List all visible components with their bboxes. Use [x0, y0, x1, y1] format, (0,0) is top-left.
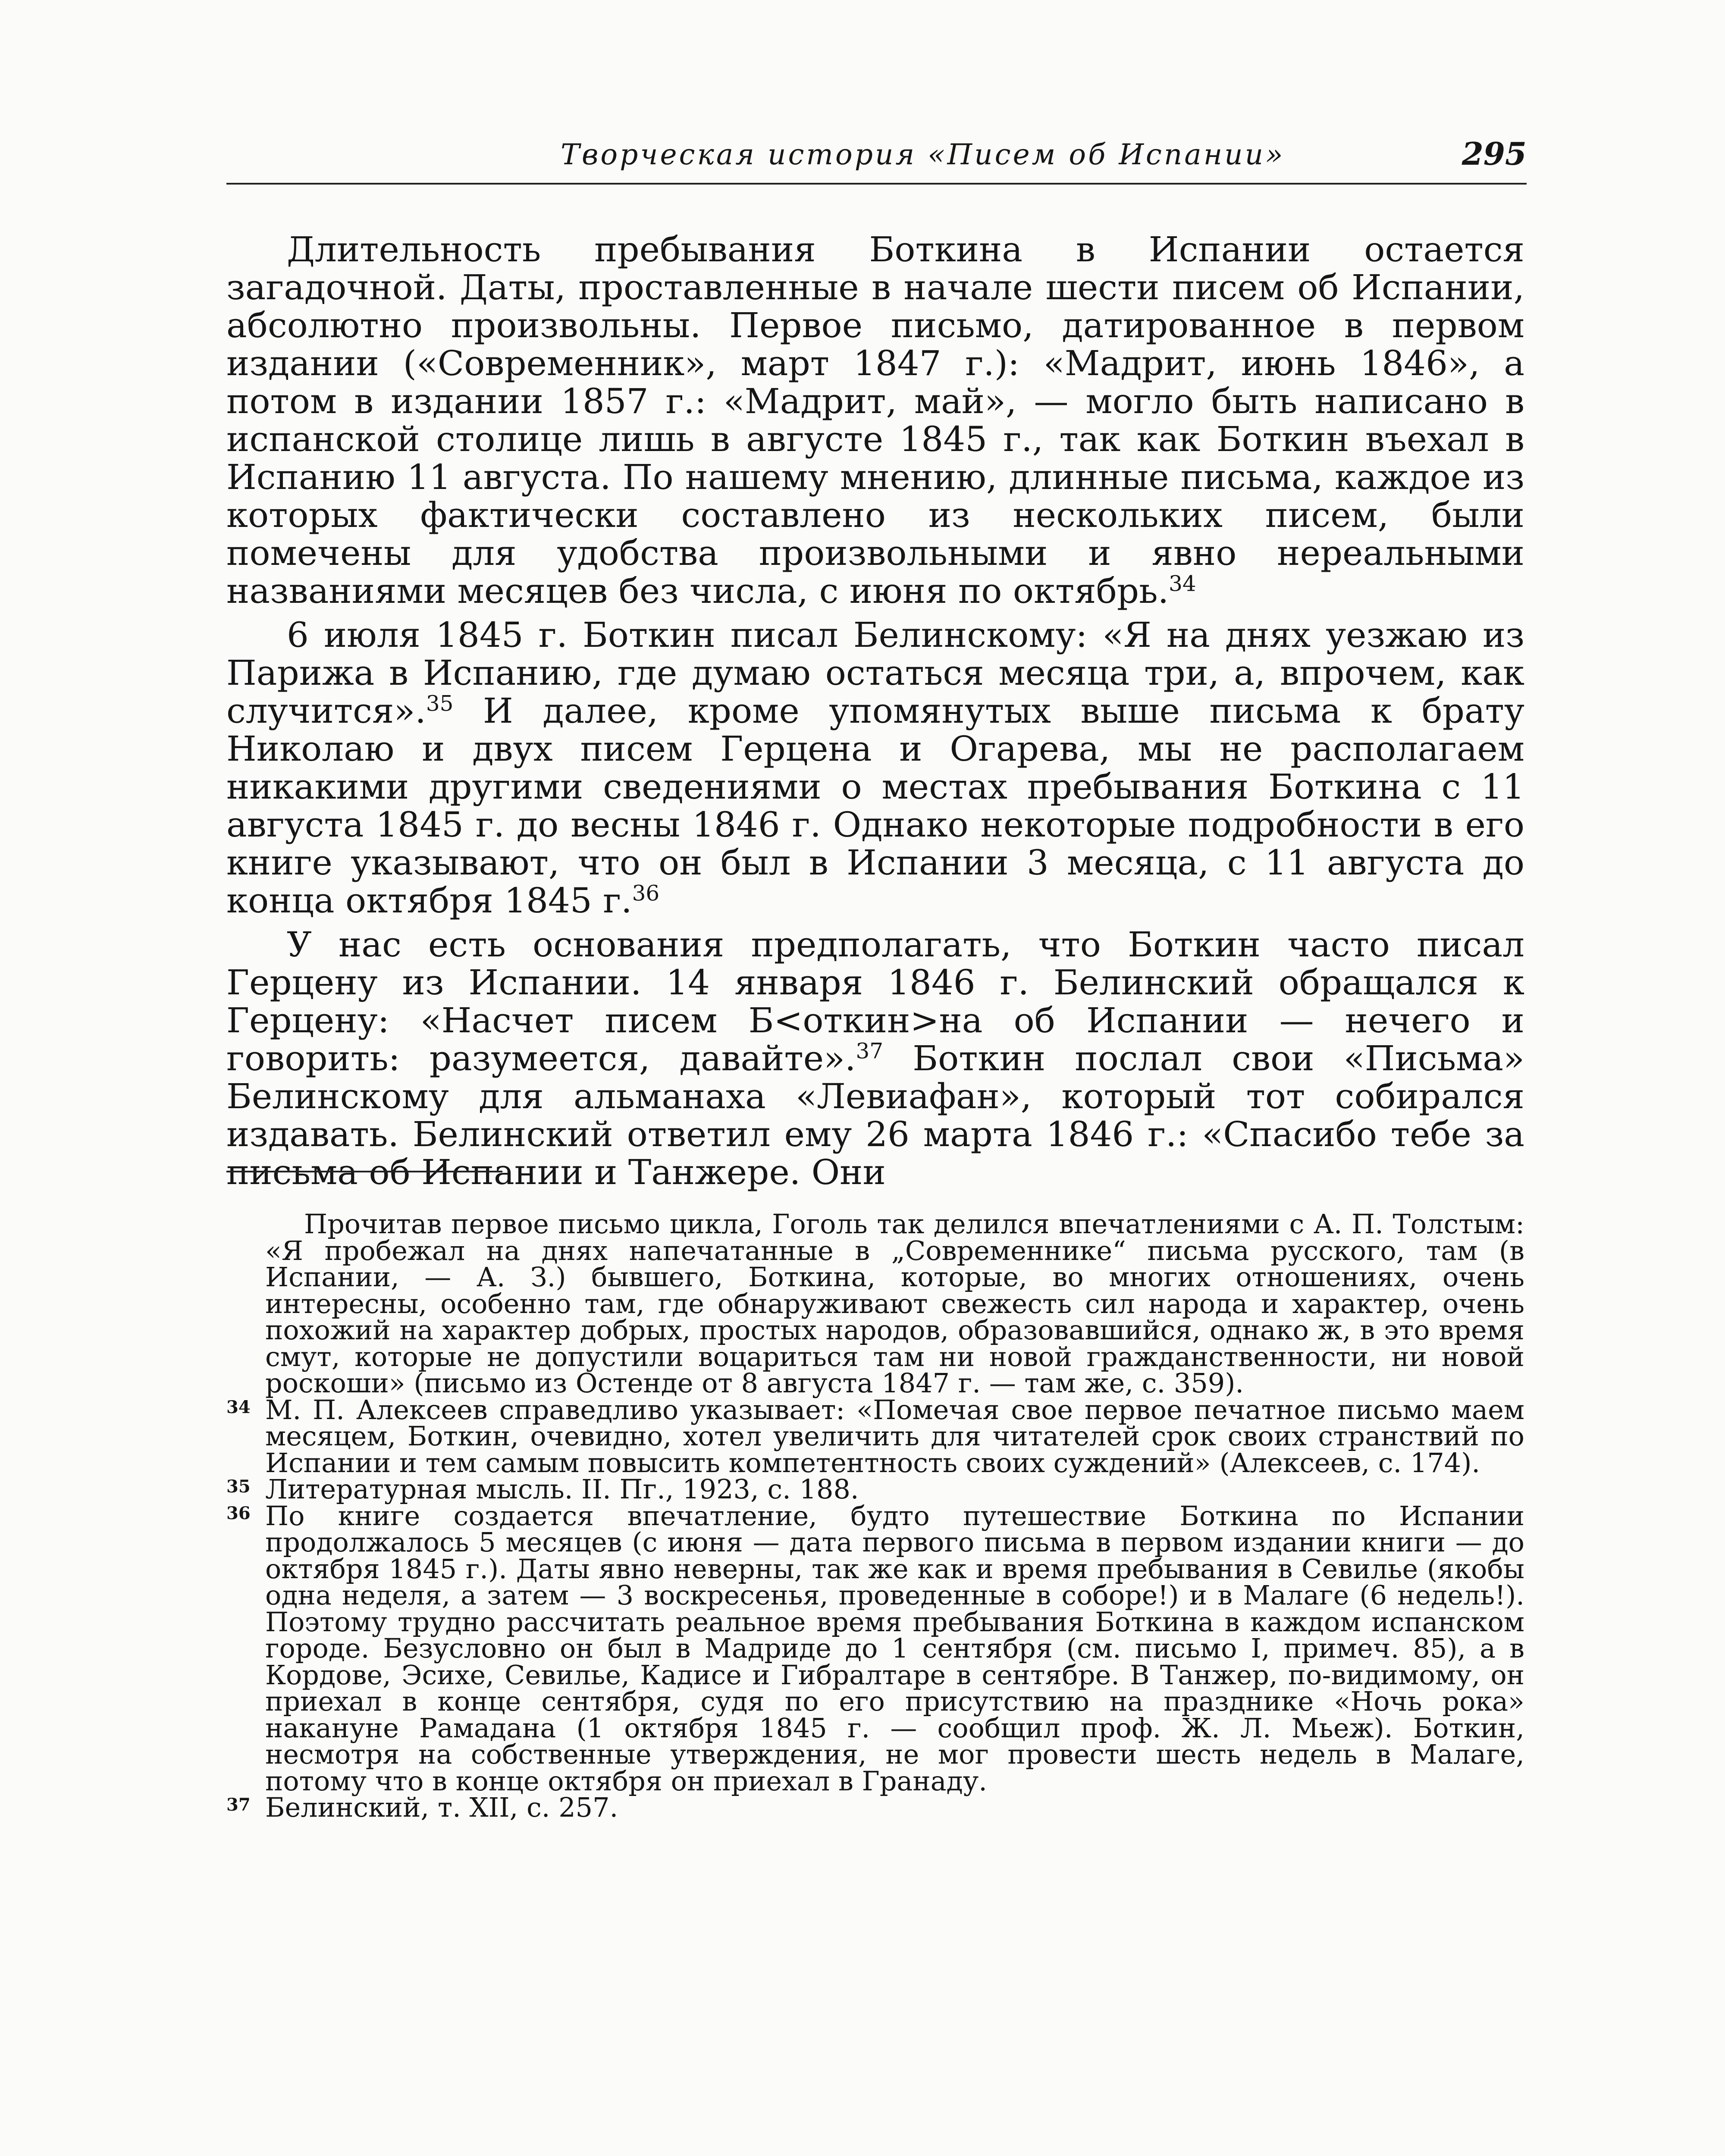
- footnote-text: М. П. Алексеев справедливо указывает: «Помечая свое первое печатное письмо маем месяцем, Боткин, очевидно, хотел увеличить для читателей срок своих странствий по Испании и тем самым повысить компетентность своих суждений» (Алексеев, с. 174).: [265, 1394, 1524, 1479]
- header-rule: [226, 183, 1527, 185]
- paragraph-2: [226, 616, 1524, 920]
- page-number: 295: [1462, 135, 1527, 172]
- paragraph-1: [226, 231, 1524, 610]
- footnote-continuation: Прочитав первое письмо цикла, Гоголь так делился впечатлениями с А. П. Толстым: «Я пробежал на днях напечатанные в „Современнике“ письма русского, там (в Испании, — А. З.) бывшего, Боткина, которые, во многих отношениях, очень интересны, особенно там, где обнаруживают свежесть сил народа и характер, очень похожий на характер добрых, простых народов, образовавшийся, однако ж, в это время смут, которые не допустили воцариться там ни новой гражданственности, ни новой роскоши» (письмо из Остенде от 8 августа 1847 г. — там же, с. 359).: [265, 1208, 1524, 1399]
- footnote-ref: 35: [426, 691, 454, 716]
- paragraph-text: И далее, кроме упомянутых выше письма к брату Николаю и двух писем Герцена и Огарева, мы не располагаем никакими другими сведениями о местах пребывания Боткина с 11 августа 1845 г. до весны 1846 г. Однако некоторые подробности в его книге указывают, что он был в Испании 3 месяца, с 11 августа до конца октября 1845 г.: [226, 691, 1524, 921]
- footnote-number: 35: [226, 1476, 251, 1497]
- footnote-36: [226, 1500, 1524, 1797]
- footnote-35: [226, 1473, 1524, 1505]
- paragraph-text: 6 июля 1845 г. Боткин писал Белинскому: «Я на днях уезжаю из Парижа в Испанию, где думаю остаться месяца три, а, впрочем, как случится».: [226, 615, 1524, 731]
- footnote-number: 36: [226, 1503, 251, 1523]
- running-title: Творческая история «Писем об Испании»: [561, 138, 1285, 171]
- footnote-separator: [226, 1171, 502, 1172]
- main-text: [226, 231, 1524, 1197]
- footnote-text: Белинский, т. XII, с. 257.: [265, 1792, 618, 1823]
- footnote-37: [226, 1794, 1524, 1821]
- footnote-ref: 36: [632, 881, 660, 906]
- running-header: [226, 129, 1527, 181]
- footnotes: [226, 1208, 1524, 1823]
- paragraph-3: [226, 926, 1524, 1191]
- footnote-text: Литературная мысль. II. Пг., 1923, с. 188.: [265, 1473, 859, 1505]
- paragraph-text: Длительность пребывания Боткина в Испании остается загадочной. Даты, проставленные в начале шести писем об Испании, абсолютно произвольны. Первое письмо, датированное в первом издании («Современник», март 1847 г.): «Мадрит, июнь 1846», а потом в издании 1857 г.: «Мадрит, май», — могло быть написано в испанской столице лишь в августе 1845 г., так как Боткин въехал в Испанию 11 августа. По нашему мнению, длинные письма, каждое из которых фактически составлено из нескольких писем, были помечены для удобства произвольными и явно нереальными названиями месяцев без числа, с июня по октябрь.: [226, 229, 1524, 611]
- footnote-ref: 34: [1169, 571, 1196, 596]
- footnote-text: По книге создается впечатление, будто путешествие Боткина по Испании продолжалось 5 месяцев (с июня — дата первого письма в первом издании книги — до октября 1845 г.). Даты явно неверны, так же как и время пребывания в Севилье (якобы одна неделя, а затем — 3 воскресенья, проведенные в соборе!) и в Малаге (6 недель!). Поэтому трудно рассчитать реальное время пребывания Боткина в каждом испанском городе. Безусловно он был в Мадриде до 1 сентября (см. письмо I, примеч. 85), а в Кордове, Эсихе, Севилье, Кадисе и Гибралтаре в сентябре. В Танжер, по-видимому, он приехал в конце сентября, судя по его присутствию на празднике «Ночь рока» накануне Рамадана (1 октября 1845 г. — сообщил проф. Ж. Л. Мьеж). Боткин, несмотря на собственные утверждения, не мог провести шесть недель в Малаге, потому что в конце октября он приехал в Гранаду.: [265, 1500, 1524, 1797]
- footnote-ref: 37: [856, 1038, 884, 1064]
- footnote-number: 34: [226, 1397, 251, 1417]
- footnote-number: 37: [226, 1795, 251, 1815]
- paragraph-text: Боткин послал свои «Письма» Белинскому для альманаха «Левиафан», который тот собирался издавать. Белинский ответил ему 26 марта 1846 г.: «Спасибо тебе за письма об Испании и Танжере. Они: [226, 1038, 1524, 1192]
- footnote-34: [226, 1394, 1524, 1479]
- paragraph-text: У нас есть основания предполагать, что Боткин часто писал Герцену из Испании. 14 января 1846 г. Белинский обращался к Герцену: «Насчет писем Б<откин>на об Испании — нечего и говорить: разумеется, давайте».: [226, 924, 1524, 1078]
